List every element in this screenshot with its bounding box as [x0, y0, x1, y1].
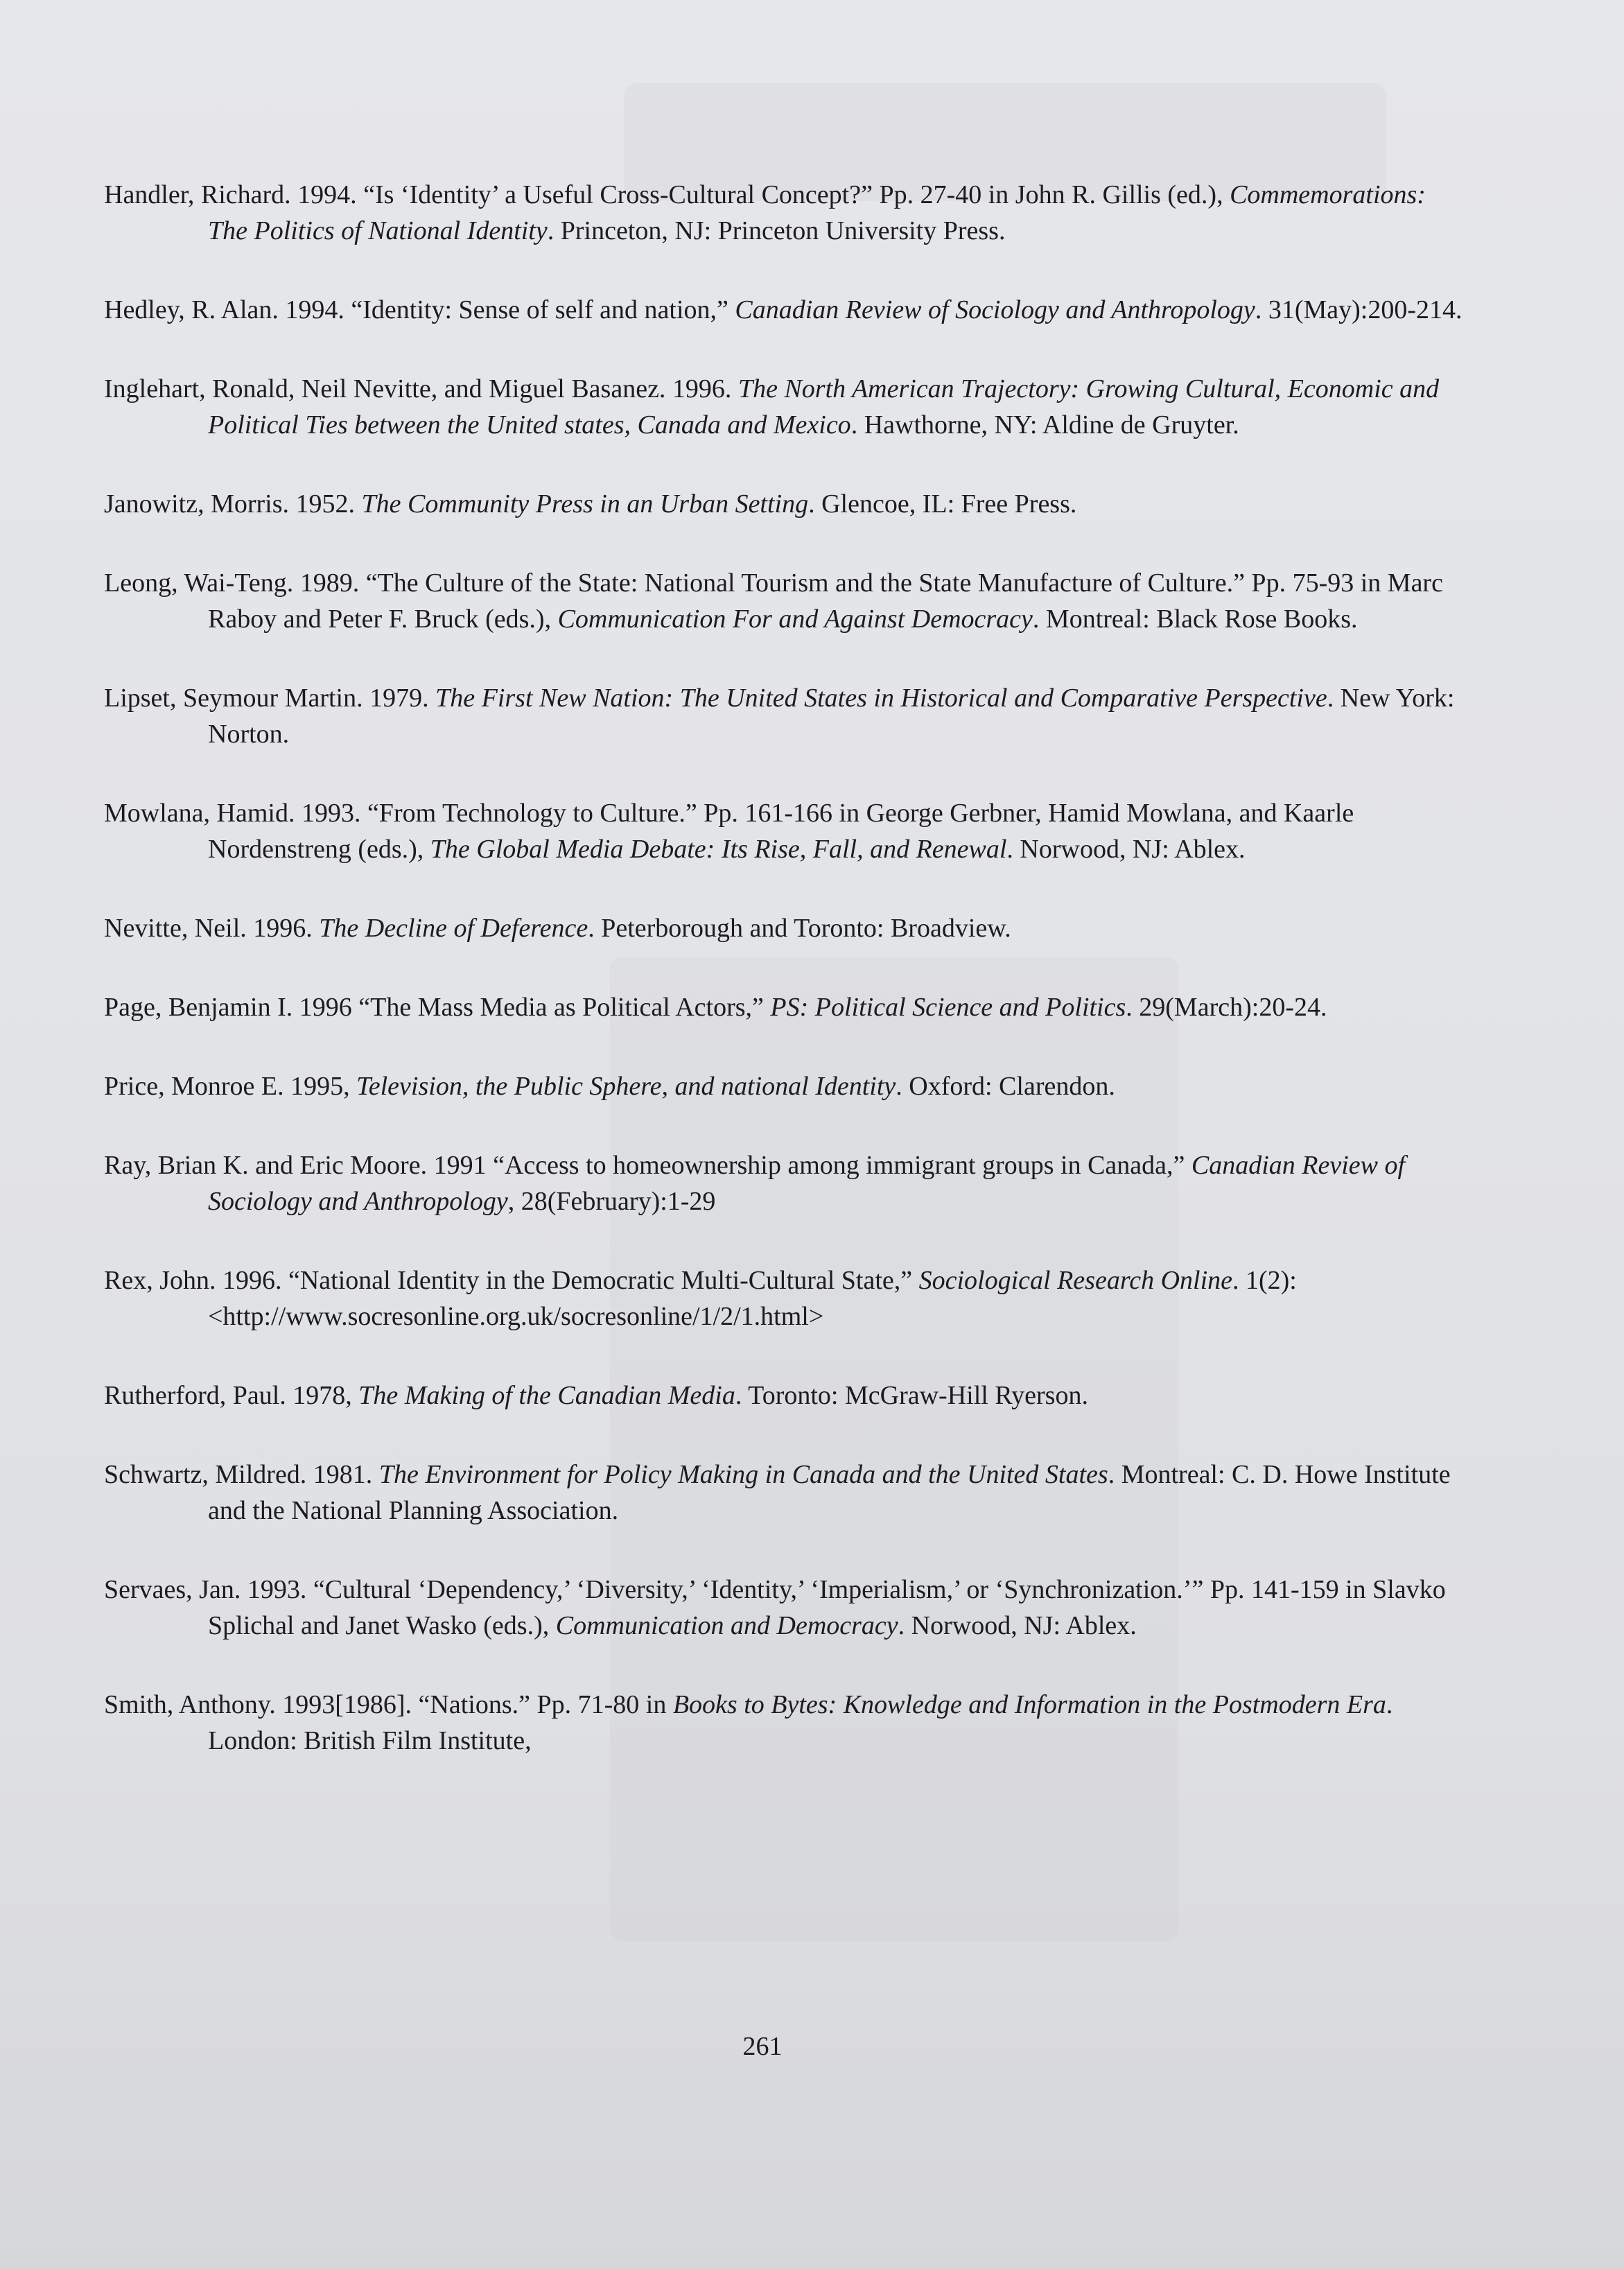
reference-text: Leong, Wai-Teng. 1989. “The Culture of the State: National Tourism and the State Manufacture of Culture.” Pp. 75-93 in Marc Raboy and Peter F. Bruck (eds.), [104, 568, 1443, 634]
reference-title: The Making of the Canadian Media [358, 1381, 735, 1410]
reference-title: Commemorations: The Politics of National Identity [208, 180, 1426, 245]
reference-entry [104, 1377, 1463, 1414]
reference-publication: , 28(February):1-29 [507, 1187, 716, 1216]
reference-title: The First New Nation: The United States in Historical and Comparative Perspective [435, 684, 1327, 713]
reference-title: The Environment for Policy Making in Canada and the United States [378, 1460, 1108, 1489]
reference-publication: . Montreal: C. D. Howe Institute and the National Planning Association. [208, 1460, 1451, 1525]
reference-publication: . Norwood, NJ: Ablex. [1006, 835, 1246, 864]
reference-text: Janowitz, Morris. 1952. [104, 489, 362, 519]
reference-entry [104, 795, 1463, 867]
reference-publication: . Peterborough and Toronto: Broadview. [588, 914, 1011, 943]
reference-text: Rutherford, Paul. 1978, [104, 1381, 359, 1410]
page-number: 261 [742, 2032, 783, 2061]
reference-publication: . Hawthorne, NY: Aldine de Gruyter. [850, 410, 1239, 440]
reference-entry [104, 1147, 1463, 1219]
reference-list [104, 177, 1463, 1802]
reference-title: Books to Bytes: Knowledge and Information in the Postmodern Era [672, 1690, 1386, 1719]
reference-entry [104, 1687, 1463, 1759]
reference-entry [104, 292, 1463, 328]
reference-publication: . New York: Norton. [208, 684, 1455, 749]
reference-title: Sociological Research Online [918, 1266, 1232, 1295]
reference-entry [104, 1068, 1463, 1104]
reference-text: Mowlana, Hamid. 1993. “From Technology to Culture.” Pp. 161-166 in George Gerbner, Hamid Mowlana, and Kaarle Nordenstreng (eds.), [104, 799, 1354, 864]
reference-title: Communication For and Against Democracy [557, 605, 1033, 634]
reference-entry [104, 680, 1463, 752]
reference-text: Schwartz, Mildred. 1981. [104, 1460, 379, 1489]
reference-entry [104, 565, 1463, 637]
reference-title: Canadian Review of Sociology and Anthropology [735, 295, 1255, 324]
reference-text: Rex, John. 1996. “National Identity in the Democratic Multi-Cultural State,” [104, 1266, 919, 1295]
reference-title: Communication and Democracy [555, 1611, 898, 1640]
reference-text: Ray, Brian K. and Eric Moore. 1991 “Access to homeownership among immigrant groups in Canada,” [104, 1151, 1191, 1180]
reference-title: The Decline of Deference [319, 914, 588, 943]
reference-text: Price, Monroe E. 1995, [104, 1072, 357, 1101]
reference-text: Handler, Richard. 1994. “Is ‘Identity’ a Useful Cross-Cultural Concept?” Pp. 27-40 in John R. Gillis (ed.), [104, 180, 1230, 209]
reference-publication: . 31(May):200-214. [1255, 295, 1463, 324]
reference-title: The Community Press in an Urban Setting [361, 489, 809, 519]
reference-publication: . Montreal: Black Rose Books. [1032, 605, 1358, 634]
reference-title: PS: Political Science and Politics [770, 993, 1126, 1022]
reference-publication: . Princeton, NJ: Princeton University Press. [547, 216, 1006, 245]
reference-publication: . Oxford: Clarendon. [896, 1072, 1115, 1101]
reference-entry [104, 1572, 1463, 1644]
reference-text: Nevitte, Neil. 1996. [104, 914, 320, 943]
reference-entry [104, 989, 1463, 1025]
reference-title: The North American Trajectory: Growing Cultural, Economic and Political Ties between the United states, Canada and Mexico [208, 374, 1440, 440]
reference-text: Servaes, Jan. 1993. “Cultural ‘Dependency,’ ‘Diversity,’ ‘Identity,’ ‘Imperialism,’ or ‘Synchronization.’” Pp. 141-159 in Slavko Splichal and Janet Wasko (eds.), [104, 1575, 1446, 1640]
reference-text: Hedley, R. Alan. 1994. “Identity: Sense of self and nation,” [104, 295, 735, 324]
reference-entry [104, 1457, 1463, 1529]
reference-publication: . 1(2):<http://www.socresonline.org.uk/socresonline/1/2/1.html> [208, 1266, 1297, 1331]
reference-text: Smith, Anthony. 1993[1986]. “Nations.” Pp. 71-80 in [104, 1690, 673, 1719]
reference-text: Inglehart, Ronald, Neil Nevitte, and Miguel Basanez. 1996. [104, 374, 738, 403]
reference-entry [104, 910, 1463, 946]
reference-entry [104, 177, 1463, 249]
reference-publication: . Glencoe, IL: Free Press. [808, 489, 1077, 519]
reference-publication: . Norwood, NJ: Ablex. [898, 1611, 1137, 1640]
reference-text: Lipset, Seymour Martin. 1979. [104, 684, 436, 713]
reference-text: Page, Benjamin I. 1996 “The Mass Media as Political Actors,” [104, 993, 771, 1022]
reference-title: Television, the Public Sphere, and national Identity [356, 1072, 896, 1101]
reference-title: The Global Media Debate: Its Rise, Fall, and Renewal [430, 835, 1007, 864]
reference-publication: . 29(March):20-24. [1126, 993, 1327, 1022]
reference-entry [104, 1262, 1463, 1335]
reference-publication: . Toronto: McGraw-Hill Ryerson. [735, 1381, 1088, 1410]
reference-entry [104, 371, 1463, 443]
reference-publication: . London: British Film Institute, [208, 1690, 1393, 1755]
reference-entry [104, 486, 1463, 522]
reference-title: Canadian Review of Sociology and Anthropology [208, 1151, 1406, 1216]
